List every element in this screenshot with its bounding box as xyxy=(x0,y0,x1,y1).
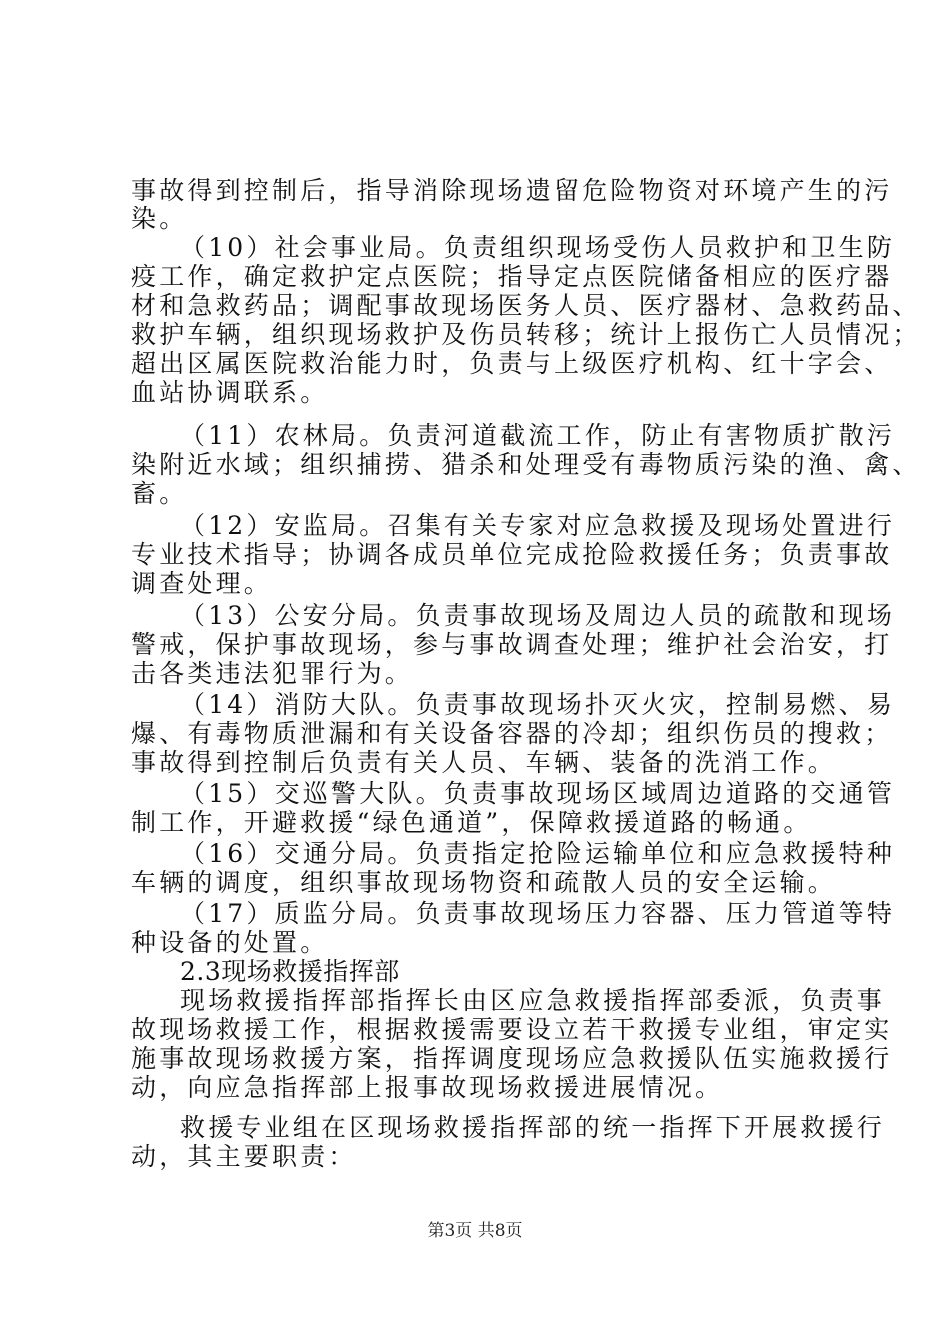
body-text-line: 染附近水域；组织捕捞、猎杀和处理受有毒物质污染的渔、禽、 xyxy=(131,450,921,479)
body-text-line: 制工作，开避救援“绿色通道”，保障救援道路的畅通。 xyxy=(131,808,812,837)
paragraph-start-line: 现场救援指挥部指挥长由区应急救援指挥部委派，负责事 xyxy=(180,986,886,1015)
paragraph-start-line: （14）消防大队。负责事故现场扑灭火灾，控制易燃、易 xyxy=(180,690,896,719)
paragraph-start-line: 救援专业组在区现场救援指挥部的统一指挥下开展救援行 xyxy=(180,1113,886,1142)
body-text-line: 事故得到控制后负责有关人员、车辆、装备的洗消工作。 xyxy=(131,748,837,777)
paragraph-start-line: （11）农林局。负责河道截流工作，防止有害物质扩散污 xyxy=(180,421,896,450)
body-text-line: 专业技术指导；协调各成员单位完成抢险救援任务；负责事故 xyxy=(131,540,893,569)
body-text-line: 染。 xyxy=(131,204,188,233)
body-text-line: 动，向应急指挥部上报事故现场救援进展情况。 xyxy=(131,1073,724,1102)
body-text-line: 事故得到控制后，指导消除现场遗留危险物资对环境产生的污 xyxy=(131,176,893,205)
paragraph-start-line: （13）公安分局。负责事故现场及周边人员的疏散和现场 xyxy=(180,601,896,630)
body-text-line: 救护车辆，组织现场救护及伤员转移；统计上报伤亡人员情况； xyxy=(131,320,921,349)
paragraph-start-line: （17）质监分局。负责事故现场压力容器、压力管道等特 xyxy=(180,899,896,928)
section-heading: 2.3现场救援指挥部 xyxy=(180,957,400,986)
page-number-footer: 第3页 共8页 xyxy=(427,1221,523,1241)
body-text-line: 动，其主要职责： xyxy=(131,1142,357,1171)
body-text-line: 疫工作，确定救护定点医院；指导定点医院储备相应的医疗器 xyxy=(131,262,893,291)
body-text-line: 施事故现场救援方案，指挥调度现场应急救援队伍实施救援行 xyxy=(131,1044,893,1073)
body-text-line: 车辆的调度，组织事故现场物资和疏散人员的安全运输。 xyxy=(131,868,837,897)
paragraph-start-line: （12）安监局。召集有关专家对应急救援及现场处置进行 xyxy=(180,511,896,540)
body-text-line: 警戒，保护事故现场，参与事故调查处理；维护社会治安，打 xyxy=(131,630,893,659)
body-text-line: 种设备的处置。 xyxy=(131,928,329,957)
body-text-line: 畜。 xyxy=(131,479,188,508)
body-text-line: 爆、有毒物质泄漏和有关设备容器的冷却；组织伤员的搜救； xyxy=(131,719,893,748)
body-text-line: 故现场救援工作，根据救援需要设立若干救援专业组，审定实 xyxy=(131,1015,893,1044)
paragraph-start-line: （15）交巡警大队。负责事故现场区域周边道路的交通管 xyxy=(180,779,896,808)
paragraph-start-line: （10）社会事业局。负责组织现场受伤人员救护和卫生防 xyxy=(180,233,896,262)
body-text-line: 调查处理。 xyxy=(131,569,273,598)
body-text-line: 击各类违法犯罪行为。 xyxy=(131,659,414,688)
body-text-line: 血站协调联系。 xyxy=(131,378,329,407)
body-text-line: 材和急救药品；调配事故现场医务人员、医疗器材、急救药品、 xyxy=(131,291,921,320)
paragraph-start-line: （16）交通分局。负责指定抢险运输单位和应急救援特种 xyxy=(180,839,896,868)
body-text-line: 超出区属医院救治能力时，负责与上级医疗机构、红十字会、 xyxy=(131,349,893,378)
